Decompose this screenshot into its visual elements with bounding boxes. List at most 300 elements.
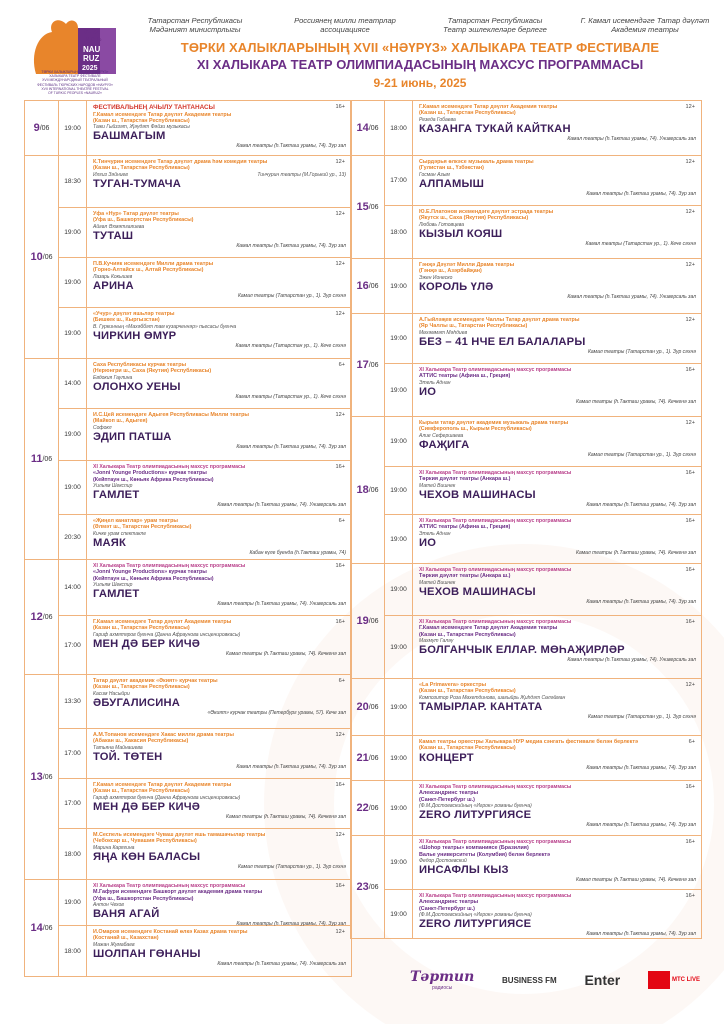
event-row <box>59 880 351 926</box>
author: Мөхәммәт Мәһдиев <box>419 329 468 336</box>
theatre-name: «Jonni Younge Productions» курчак театры (Кейптаун ш., Көньяк Африка Республикасы) <box>93 470 214 483</box>
author: В. Гуркинның «Махәббәт там кузарченнәр» пьесасы буенча <box>93 323 237 330</box>
event-time: 18:30 <box>59 156 87 207</box>
theatre-name: Ю.Е.Платонов исемендәге дәүләт эстрада театры (Якутск ш., Саха (Якутия) Республикасы) <box>419 209 554 222</box>
tartip-radio-logo <box>410 969 474 991</box>
event-info <box>87 880 351 925</box>
age-rating: 16+ <box>685 839 695 845</box>
day-label <box>351 564 385 678</box>
author: Лазарь Кокышев <box>93 273 133 280</box>
theatre-name: Кырым татар дәүләт академик музыкаль драма театры (Симферополь ш., Кырым Республикасы) <box>419 420 569 433</box>
event-time: 19:00 <box>385 564 413 615</box>
event-time: 19:00 <box>385 417 413 466</box>
show-title: БЕЗ – 41 НЧЕ ЕЛ БАЛАЛАРЫ <box>419 335 586 348</box>
event-row <box>385 467 701 515</box>
day-events <box>59 156 351 358</box>
theatre-name: И.Омаров исемендәге Костанай өлкә Казах драма театры (Костанай ш., Казахстан) <box>93 929 248 942</box>
day-number: 17 <box>356 359 369 371</box>
venue: Тинчурин театры (М.Горький ур., 13) <box>257 171 346 178</box>
day-label <box>351 314 385 416</box>
event-info <box>413 259 701 313</box>
event-time: 19:00 <box>59 308 87 358</box>
organizer: Татарстан Республикасы Театр эшлеклеләре берлеге <box>443 16 547 34</box>
venue: Камал театры (һ.Такташ урамы, 74). Зур зал <box>236 443 346 450</box>
venue: Камал театры (Татарстан ур., 1). Зур сәхнә <box>587 348 696 355</box>
age-rating: 12+ <box>335 832 345 838</box>
age-rating: 12+ <box>335 929 345 935</box>
day-number: 10 <box>30 251 43 263</box>
event-info <box>87 616 351 674</box>
theatre-name: М.Гафури исемендәге Башкорт дәүләт академия драма театры (Уфа ш., Башкортстан Республикасы) <box>93 889 263 902</box>
event-info <box>413 156 701 205</box>
show-title: МЕН ДӘ БЕР КИЧӘ <box>93 800 201 813</box>
day-number: 18 <box>356 484 369 496</box>
event-info <box>87 675 351 728</box>
event-info <box>413 616 701 678</box>
show-title: ИО <box>419 536 437 549</box>
theatre-name: Татар дәүләт академик «Әкият» курчак театры (Казан ш., Татарстан Республикасы) <box>93 678 218 691</box>
venue: Камал театры (һ.Такташ урамы, 74). Универсаль зал <box>217 601 346 607</box>
event-info <box>413 314 701 363</box>
event-row <box>385 364 701 416</box>
venue: Камал театры (һ.Такташ урамы, 74). Зур зал <box>586 822 696 828</box>
age-rating: 12+ <box>335 159 345 165</box>
venue: Камал театры (Татарстан ур., 1). Зур сәхнә <box>587 451 696 458</box>
event-info <box>87 409 351 460</box>
day-month: /06 <box>42 613 53 621</box>
show-title: БОЛГАНЧЫК ЕЛЛАР. МӨҺАҖИРЛӘР <box>419 644 625 656</box>
venue: Камал театры (һ.Такташ урамы, 74). Зур зал <box>236 143 346 150</box>
show-title: КОРОЛЬ ҮЛӘ <box>419 280 494 293</box>
show-title: ГАМЛЕТ <box>93 489 140 501</box>
day-group <box>24 674 352 879</box>
age-rating: 12+ <box>335 412 345 418</box>
special-program: XI Халыкара Театр олимпиадасының махсус программасы <box>93 563 246 569</box>
day-month: /06 <box>39 124 50 132</box>
age-rating: 12+ <box>685 159 695 165</box>
theatre-name: Саха Республикасы курчак театры (Нерюнгри ш., Саха (Якутия) Республикасы) <box>93 362 212 375</box>
event-row <box>59 308 351 358</box>
day-events <box>59 880 351 976</box>
day-label <box>25 880 59 976</box>
venue: Камал театры (һ.Такташ урамы, 74). Зур зал <box>236 921 346 927</box>
sponsor-logos <box>410 960 700 1000</box>
age-rating: 16+ <box>685 518 695 524</box>
age-rating: 16+ <box>335 104 345 110</box>
day-events <box>59 101 351 155</box>
event-time: 17:00 <box>385 156 413 205</box>
age-rating: 16+ <box>685 470 695 476</box>
event-row <box>385 417 701 467</box>
show-title: ЯҢА КӨН БАЛАСЫ <box>93 850 201 863</box>
show-title: ТУТАШ <box>93 229 134 242</box>
theatre-name: Камал театры оркестры Халыкара НУР медиа сәнгать фестивале белән берлектә (Казан ш., Татарстан Республикасы) <box>419 739 639 752</box>
venue: Камал театры (һ.Такташ урамы, 74). Кечкенә зал <box>226 650 346 657</box>
event-row <box>385 206 701 258</box>
author: Марина Карягина <box>93 844 135 851</box>
event-row <box>59 675 351 729</box>
show-title: КЫЗЫЛ КОЯШ <box>419 227 503 240</box>
show-title: ШОЛПАН ГӨНАНЫ <box>93 947 201 960</box>
theatre-name: Г.Камал исемендәге Татар дәүләт Академия театры (Казан ш., Татарстан Республикасы) <box>93 782 232 795</box>
special-program: XI Халыкара Театр олимпиадасының махсус программасы <box>419 470 572 476</box>
mts-logo-icon <box>648 971 670 989</box>
day-number: 16 <box>356 280 369 292</box>
age-rating: 16+ <box>685 619 695 625</box>
day-number: 19 <box>356 615 369 627</box>
event-info <box>413 564 701 615</box>
age-rating: 6+ <box>338 362 345 368</box>
venue: Камал театры (һ.Такташ урамы, 74). Универсаль зал <box>217 502 346 508</box>
special-program: XI Халыкара Театр олимпиадасының махсус программасы <box>93 883 246 889</box>
author: Резеда Гобаева <box>419 116 456 123</box>
logo-ruz: RUZ <box>83 54 100 63</box>
day-number: 15 <box>356 201 369 213</box>
event-time: 19:00 <box>59 409 87 460</box>
day-group <box>350 678 702 735</box>
theatre-name: Александринс театры (Санкт-Петербург ш.) <box>419 790 479 803</box>
event-time: 19:00 <box>59 258 87 307</box>
theatre-name: Г.Камал исемендәге Татар дәүләт Академия театры (Казан ш., Татарстан Республикасы) <box>419 625 558 638</box>
event-info <box>413 890 701 938</box>
schedule-left-column <box>24 100 352 977</box>
day-month: /06 <box>368 124 379 132</box>
event-row <box>59 156 351 208</box>
author: Этель Аднан <box>419 530 451 537</box>
event-time: 19:00 <box>59 101 87 155</box>
special-program: XI Халыкара Театр олимпиадасының махсус программасы <box>419 784 572 790</box>
day-events <box>385 564 701 678</box>
age-rating: 16+ <box>685 567 695 573</box>
event-time: 19:00 <box>385 836 413 889</box>
author: Эжен Ионеско <box>419 274 453 281</box>
event-time: 14:00 <box>59 560 87 615</box>
author: Антон Чехов <box>93 901 124 908</box>
olympiad-title: XI ХАЛЫКАРА ТЕАТР ОЛИМПИАДАСЫНЫҢ МАХСУС ПРОГРАММАСЫ <box>196 57 644 72</box>
author: Композитор Роза Мөхетдинова, шагыйрь Җиһдәт Сөләйман <box>419 694 566 701</box>
event-row <box>59 829 351 879</box>
event-time: 19:00 <box>385 467 413 514</box>
venue: Камал театры (һ.Такташ урамы, 74). Зур зал <box>586 598 696 605</box>
day-label <box>351 679 385 735</box>
author: Махмүт Галәү <box>419 637 454 644</box>
author: Софокл <box>93 424 112 431</box>
day-month: /06 <box>368 703 379 711</box>
author: Матей Вишнек <box>419 579 456 586</box>
special-program: XI Халыкара Театр олимпиадасының махсус программасы <box>419 567 572 573</box>
event-info <box>87 829 351 879</box>
event-row <box>59 359 351 409</box>
day-group <box>24 155 352 358</box>
day-label <box>351 836 385 938</box>
theatre-name: «La Primavera» оркестры (Казан ш., Татарстан Республикасы) <box>419 682 516 695</box>
day-label <box>25 675 59 879</box>
event-info <box>87 258 351 307</box>
show-title: КАЗАНГА ТУКАЙ КАЙТКАН <box>419 122 571 135</box>
special-program: XI Халыкара Театр олимпиадасының махсус программасы <box>419 839 572 845</box>
event-row <box>385 736 701 780</box>
festival-title: ТӨРКИ ХАЛЫКЛАРЫНЫҢ XVII «НӘҮРҮЗ» ХАЛЫКАРА ТЕАТР ФЕСТИВАЛЕ <box>180 40 660 55</box>
theatre-name: Төркия дәүләт театры (Анкара ш.) <box>419 476 511 483</box>
organizer: Россиянең милли театрлар ассоциациясе <box>294 16 396 34</box>
author: Госман Азым <box>419 171 450 178</box>
event-row <box>385 314 701 364</box>
theatre-name: Төркия дәүләт театры (Анкара ш.) <box>419 573 511 580</box>
event-time: 19:00 <box>385 616 413 678</box>
event-row <box>59 461 351 515</box>
venue: Камал театры (һ.Такташ урамы, 74). Зур зал <box>236 763 346 770</box>
organizers <box>130 16 710 34</box>
author: Татьяна Майнашева <box>93 744 143 751</box>
show-title: ЧЕХОВ МАШИНАСЫ <box>419 488 536 501</box>
venue: Камал театры (Татарстан ур., 1). Зур сәхнә <box>587 713 696 720</box>
theatre-name: П.В.Кучияк исемендәге Милли драма театры (Горно-Алтайск ш., Алтай Республикасы) <box>93 261 214 274</box>
venue: Камал театры (Татарстан ур., 1). Зур сәхнә <box>237 292 346 299</box>
day-group <box>350 563 702 678</box>
show-title: БАШМАГЫМ <box>93 130 166 143</box>
day-number: 14 <box>356 122 369 134</box>
age-rating: 12+ <box>335 261 345 267</box>
enter-logo: Enter <box>584 972 621 988</box>
day-label <box>351 781 385 835</box>
day-number: 11 <box>30 453 43 465</box>
age-rating: 12+ <box>335 311 345 317</box>
event-info <box>413 467 701 514</box>
show-title: АРИНА <box>93 279 134 292</box>
event-row <box>385 781 701 835</box>
venue: Камал театры (һ.Такташ урамы, 74). Универсаль зал <box>567 293 696 300</box>
venue: Камал театры (һ.Такташ урамы, 74). Универсаль зал <box>567 657 696 663</box>
day-events <box>385 156 701 258</box>
event-time: 13:30 <box>59 675 87 728</box>
logo-dates: 9–22 <box>84 29 100 36</box>
event-row <box>385 259 701 313</box>
venue: Камал театры (Татарстан ур., 1). Зур сәхнә <box>237 863 346 870</box>
event-info <box>413 206 701 258</box>
venue: Камал театры (һ.Такташ урамы, 74). Универсаль зал <box>217 960 346 967</box>
theatre-name: АТТИС театры (Афина ш., Греция) <box>419 373 511 380</box>
age-rating: 6+ <box>338 518 345 524</box>
day-group <box>350 780 702 835</box>
organizer: Г. Камал исемендәге Татар дәүләт Академия театры <box>580 16 710 34</box>
logo-month: ИЮНЬ <box>86 37 102 43</box>
author: Евдокия Гаулина <box>93 374 133 381</box>
day-group <box>350 735 702 780</box>
author-name: Илгиз Зәйниев <box>93 171 128 178</box>
age-rating: 16+ <box>685 893 695 899</box>
show-title: ИНСАФЛЫ КЫЗ <box>419 864 509 876</box>
event-row <box>385 679 701 735</box>
day-events <box>59 675 351 879</box>
venue: Камал театры (һ.Такташ урамы, 74). Зур зал <box>586 190 696 197</box>
day-label <box>25 101 59 155</box>
show-title: ZERO ЛИТУРГИЯСЕ <box>419 918 532 930</box>
show-title: ВАНЯ АГАЙ <box>93 908 160 920</box>
day-number: 23 <box>356 881 369 893</box>
day-month: /06 <box>368 617 379 625</box>
day-group <box>350 155 702 258</box>
age-rating: 16+ <box>685 784 695 790</box>
author: Гариф ахмятяров буенча (Данна Афраунова инсценировкасы) <box>93 794 241 801</box>
venue: Камал театры (һ.Такташ урамы, 74). Кечкенә зал <box>576 877 696 883</box>
show-title: ОЛОНХО УЕНЫ <box>93 380 181 393</box>
author: Кичке урам спектакле <box>93 530 147 537</box>
theatre-name: Г.Камал исемендәге Татар дәүләт Академия театры (Казан ш., Татарстан Республикасы) <box>93 111 232 124</box>
event-info <box>413 679 701 735</box>
show-title: ЭДИП ПАТША <box>93 430 172 443</box>
event-info <box>87 156 351 207</box>
age-rating: 12+ <box>685 317 695 323</box>
day-events <box>385 417 701 563</box>
theatre-name: А.Гыйләҗев исемендәге Чаллы Татар дәүләт драма театры (Яр Чаллы ш., Татарстан Республикасы) <box>419 317 580 330</box>
event-info <box>87 359 351 408</box>
event-row <box>59 515 351 559</box>
event-row <box>59 560 351 616</box>
author: Тажи Гыйззәт, Җәүдәт Фәйзи музыкасы <box>93 124 190 131</box>
venue: Камал театры (һ.Такташ урамы, 74). Зур зал <box>236 242 346 249</box>
day-group <box>350 100 702 155</box>
theatre-name: «Җиңел канатлар» урам театры (Әлмәт ш., Татарстан Республикасы) <box>93 518 192 531</box>
day-events <box>59 359 351 559</box>
day-month: /06 <box>42 253 53 261</box>
day-number: 20 <box>356 701 369 713</box>
day-month: /06 <box>42 455 53 463</box>
day-group <box>24 879 352 977</box>
author: Этель Аднан <box>419 379 451 386</box>
event-row <box>385 101 701 155</box>
day-label <box>25 359 59 559</box>
author: Матей Вишнек <box>419 482 456 489</box>
event-row <box>59 409 351 461</box>
event-row <box>59 729 351 779</box>
age-rating: 16+ <box>335 563 345 569</box>
event-time: 20:30 <box>59 515 87 559</box>
day-events <box>385 259 701 313</box>
day-number: 22 <box>356 802 369 814</box>
author: (Ф.М.Достоевскийның «Игрок» романы буенча) <box>419 911 532 918</box>
day-month: /06 <box>368 203 379 211</box>
event-info <box>413 781 701 835</box>
author: Алие Сефершаева <box>419 432 464 439</box>
age-rating: 16+ <box>685 367 695 373</box>
day-group <box>350 258 702 313</box>
event-time: 17:00 <box>59 616 87 674</box>
theatre-name: Г.Камал исемендәге Татар дәүләт Академия театры (Казан ш., Татарстан Республикасы) <box>93 619 232 632</box>
venue: Камал театры (Татарстан ур., 1). Кече сәхнә <box>585 240 696 247</box>
event-time: 18:00 <box>59 829 87 879</box>
theatre-name: «Jonni Younge Productions» курчак театры (Кейптаун ш., Көньяк Африка Республикасы) <box>93 569 214 582</box>
author: Мажан Жумабаев <box>93 941 135 948</box>
author: Федор Достоевский <box>419 857 467 864</box>
day-events <box>385 781 701 835</box>
day-group <box>24 559 352 674</box>
event-info <box>87 515 351 559</box>
event-time: 19:00 <box>385 314 413 363</box>
schedule-right-column <box>350 100 702 939</box>
event-info <box>87 560 351 615</box>
venue: Камал театры (һ.Такташ урамы, 74). Универсаль зал <box>567 135 696 142</box>
age-rating: 12+ <box>685 420 695 426</box>
day-label <box>351 156 385 258</box>
author: Уильям Шекспир <box>93 482 133 489</box>
day-events <box>385 679 701 735</box>
age-rating: 6+ <box>338 678 345 684</box>
day-label <box>25 156 59 358</box>
event-time: 19:00 <box>385 515 413 563</box>
day-events <box>385 101 701 155</box>
event-time: 19:00 <box>385 679 413 735</box>
day-month: /06 <box>368 361 379 369</box>
opening-ceremony: ФЕСТИВАЛЬНЕҢ АЧЫЛУ ТАНТАНАСЫ <box>93 104 215 111</box>
header <box>0 0 724 96</box>
day-events <box>385 736 701 780</box>
author: Уильям Шекспир <box>93 581 133 588</box>
event-row <box>59 779 351 829</box>
age-rating: 12+ <box>685 209 695 215</box>
day-label <box>351 736 385 780</box>
theatre-name: И.С.Цей исемендәге Адыгея Республикасы Милли театры (Майкоп ш., Адыгея) <box>93 412 250 425</box>
day-month: /06 <box>42 924 53 932</box>
day-number: 9 <box>33 122 40 134</box>
venue: Камал театры (Татарстан ур., 1). Кече сәхнә <box>235 342 346 349</box>
day-number: 21 <box>356 752 369 764</box>
theatre-name: М.Сеспель исемендәге Чуваш дәүләт яшь тамашачылар театры (Чебоксар ш., Чувашия Республикасы) <box>93 832 266 845</box>
theatre-name: Сырдәрья өлкәсе музыкаль драма театры (Гулистан ш., Үзбәкстан) <box>419 159 534 172</box>
age-rating: 12+ <box>685 682 695 688</box>
venue: Камал театры (Татарстан ур., 1). Кече сәхнә <box>235 393 346 400</box>
event-info <box>413 364 701 416</box>
event-time: 17:00 <box>59 729 87 778</box>
day-month: /06 <box>368 282 379 290</box>
author: Любовь Готовцева <box>419 221 465 228</box>
special-program: XI Халыкара Театр олимпиадасының махсус программасы <box>419 893 572 899</box>
day-label <box>25 560 59 674</box>
show-title: МЕН ДӘ БЕР КИЧӘ <box>93 637 201 650</box>
author: Айгөл Әхмәтгалиева <box>93 223 145 230</box>
event-info <box>413 101 701 155</box>
festival-dates: 9-21 июнь, 2025 <box>373 76 467 90</box>
age-rating: 6+ <box>688 739 695 745</box>
venue: Камал театры (һ.Такташ урамы, 74). Зур зал <box>586 764 696 771</box>
event-time: 19:00 <box>59 461 87 514</box>
logo-nau: NAU <box>83 45 101 54</box>
event-row <box>385 515 701 563</box>
age-rating: 16+ <box>335 883 345 889</box>
day-events <box>59 560 351 674</box>
show-title: ТУГАН-ТУМАЧА <box>93 177 181 190</box>
event-time: 17:00 <box>59 779 87 828</box>
day-group <box>24 358 352 559</box>
age-rating: 16+ <box>335 782 345 788</box>
event-info <box>413 836 701 889</box>
event-time: 14:00 <box>59 359 87 408</box>
event-row <box>59 616 351 674</box>
event-time: 19:00 <box>385 259 413 313</box>
venue: Камал театры (һ.Такташ урамы, 74). Кечкенә зал <box>576 398 696 405</box>
event-row <box>59 926 351 976</box>
venue: Камал театры (һ.Такташ урамы, 74). Кечкенә зал <box>576 549 696 556</box>
event-row <box>385 564 701 616</box>
organizer: Татарстан Республикасы Мәдәният министрлыгы <box>147 16 243 34</box>
event-time: 19:00 <box>385 890 413 938</box>
show-title: ТАМЫРЛАР. КАНТАТА <box>419 700 543 713</box>
special-program: XI Халыкара Театр олимпиадасының махсус программасы <box>93 464 246 470</box>
tartip-logo-text: Тәртип <box>410 969 475 985</box>
event-time: 19:00 <box>385 781 413 835</box>
special-program: XI Халыкара Театр олимпиадасының махсус программасы <box>419 518 572 524</box>
show-title: ZERO ЛИТУРГИЯСЕ <box>419 809 532 821</box>
theatre-name: «Шоhор театры» компаниясе (Бразилия) Валье университеты (Колумбия) белән берлектә <box>419 845 551 858</box>
